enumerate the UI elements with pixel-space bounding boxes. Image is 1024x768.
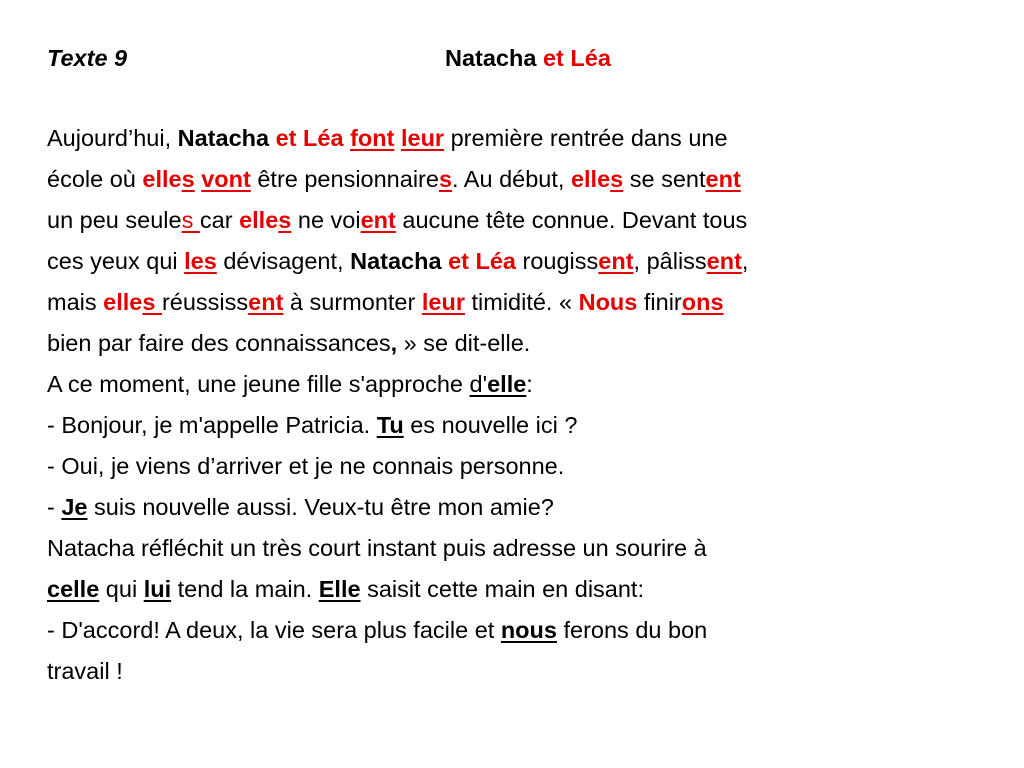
title-name: Natacha: [445, 45, 537, 71]
text-segment: finir: [637, 289, 682, 315]
highlighted-word: elle: [239, 207, 279, 233]
text-segment: - Oui, je viens d’arriver et je ne connais personne.: [47, 453, 565, 479]
highlighted-word: leur: [421, 289, 465, 315]
text-line: [47, 405, 987, 446]
highlighted-word: ent: [248, 289, 284, 315]
text-segment: . Au début,: [452, 166, 571, 192]
text-segment: Aujourd’hui,: [47, 125, 178, 151]
slide: [47, 40, 987, 692]
text-line: [47, 610, 987, 651]
text-segment: réussiss: [161, 289, 249, 315]
text-segment: timidité. «: [464, 289, 579, 315]
highlighted-word: ent: [706, 248, 742, 274]
highlighted-word: vont: [201, 166, 251, 192]
highlighted-word: s: [181, 166, 195, 192]
text-line: [47, 159, 987, 200]
text-segment: Natacha: [177, 125, 270, 151]
text-segment: , pâliss: [633, 248, 707, 274]
text-segment: car: [199, 207, 240, 233]
highlighted-word: s: [438, 166, 453, 192]
text-segment: suis nouvelle aussi. Veux-tu être mon amie?: [87, 494, 554, 520]
text-line: [47, 651, 987, 692]
text-line: [47, 282, 987, 323]
text-segment: A ce moment, une jeune fille s'approche: [47, 371, 470, 397]
text-segment: travail !: [47, 658, 123, 684]
text-segment: à surmonter: [283, 289, 422, 315]
underlined-word: Tu: [376, 412, 404, 438]
text-line: [47, 446, 987, 487]
text-segment: ferons du bon: [556, 617, 708, 643]
highlighted-word: s: [181, 207, 200, 233]
highlighted-word: et Léa: [275, 125, 344, 151]
highlighted-word: ent: [360, 207, 396, 233]
highlighted-word: elle: [570, 166, 611, 192]
underlined-word: Je: [61, 494, 88, 520]
title-row: [47, 40, 987, 76]
text-line: [47, 241, 987, 282]
text-segment: ,: [741, 248, 749, 274]
text-segment: ne voi: [291, 207, 361, 233]
text-line: [47, 528, 987, 569]
story-body: [47, 118, 987, 692]
text-segment: aucune tête connue. Devant tous: [395, 207, 748, 233]
highlighted-word: s: [142, 289, 162, 315]
text-segment: un peu seule: [47, 207, 182, 233]
text-segment: école où: [47, 166, 143, 192]
underlined-word: nous: [500, 617, 557, 643]
text-segment: saisit cette main en disant:: [360, 576, 644, 602]
text-segment: Natacha réfléchit un très court instant puis adresse un sourire à: [47, 535, 707, 561]
text-segment: ,: [390, 330, 398, 356]
underlined-word: elle: [487, 371, 527, 397]
highlighted-word: leur: [400, 125, 445, 151]
underlined-word: lui: [143, 576, 172, 602]
text-line: [47, 569, 987, 610]
underlined-word: celle: [47, 576, 100, 602]
text-line: [47, 200, 987, 241]
highlighted-word: font: [350, 125, 395, 151]
story-title: [445, 40, 611, 76]
highlighted-word: s: [610, 166, 624, 192]
text-line: [47, 364, 987, 405]
text-segment: ces yeux qui: [47, 248, 185, 274]
text-segment: rougiss: [515, 248, 599, 274]
highlighted-word: ons: [681, 289, 724, 315]
text-segment: -: [47, 494, 62, 520]
highlighted-word: ent: [598, 248, 634, 274]
highlighted-word: les: [184, 248, 217, 274]
text-segment: tend la main.: [171, 576, 319, 602]
underlined-word: d': [469, 371, 488, 397]
text-segment: es nouvelle ici ?: [403, 412, 578, 438]
text-segment: être pensionnaire: [250, 166, 439, 192]
text-segment: se sent: [623, 166, 706, 192]
text-segment: :: [526, 371, 533, 397]
text-segment: dévisagent,: [216, 248, 351, 274]
text-segment: Natacha: [350, 248, 442, 274]
text-line: [47, 118, 987, 159]
text-segment: » se dit-elle.: [397, 330, 531, 356]
text-segment: bien par faire des connaissances: [47, 330, 391, 356]
text-line: [47, 487, 987, 528]
title-highlight: et Léa: [542, 45, 611, 71]
text-segment: - Bonjour, je m'appelle Patricia.: [47, 412, 377, 438]
highlighted-word: et Léa: [448, 248, 516, 274]
text-segment: - D'accord! A deux, la vie sera plus facile et: [47, 617, 501, 643]
highlighted-word: s: [278, 207, 292, 233]
highlighted-word: elle: [103, 289, 143, 315]
text-line: [47, 323, 987, 364]
text-segment: mais: [47, 289, 104, 315]
text-segment: première rentrée dans une: [444, 125, 728, 151]
highlighted-word: Nous: [578, 289, 638, 315]
text-segment: qui: [99, 576, 144, 602]
text-number-label: Texte 9: [47, 45, 128, 71]
highlighted-word: ent: [705, 166, 741, 192]
highlighted-word: elle: [142, 166, 182, 192]
underlined-word: Elle: [318, 576, 361, 602]
